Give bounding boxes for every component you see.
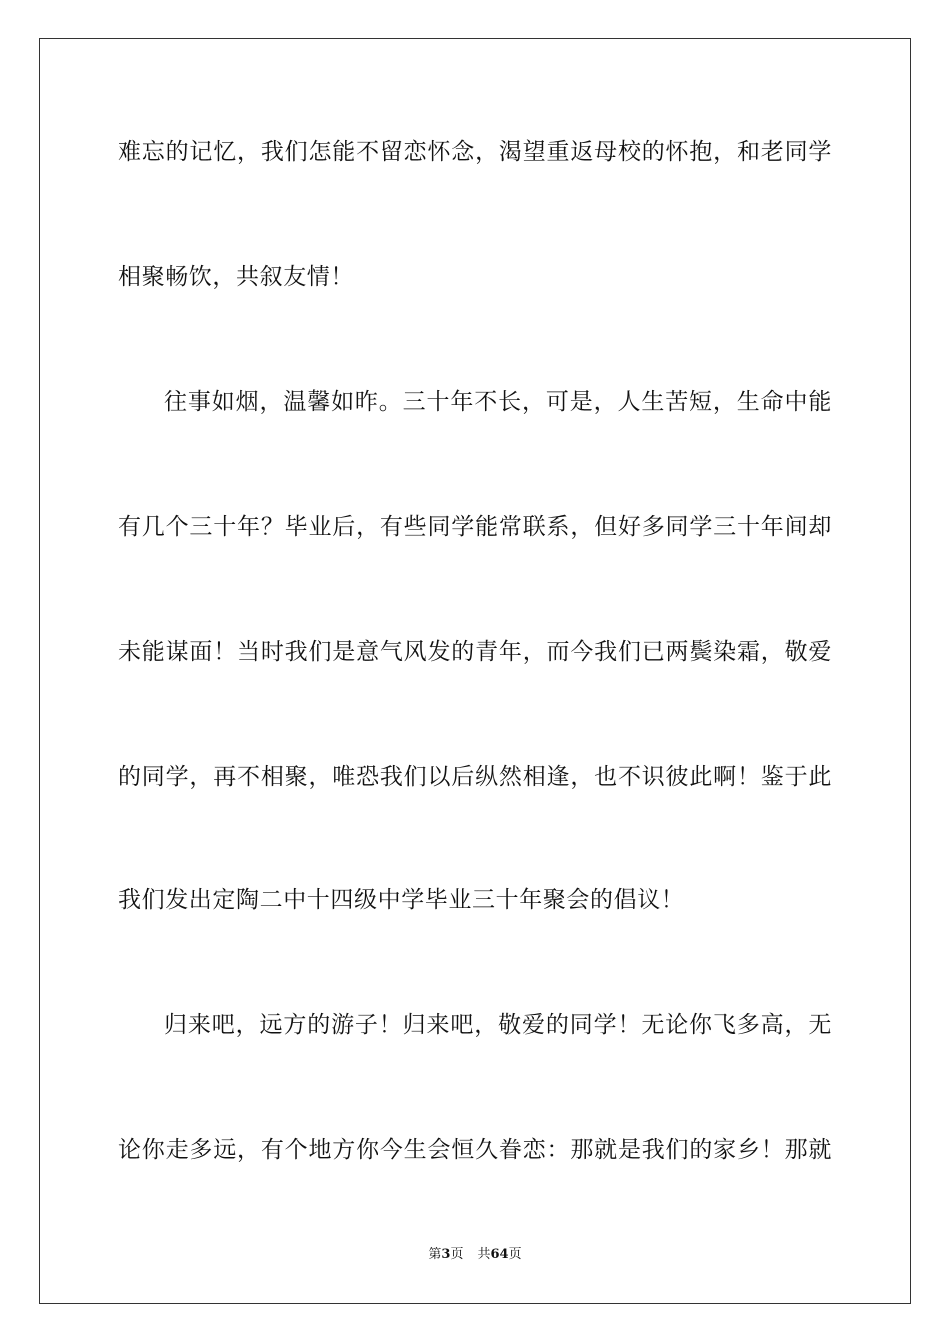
footer-page-suffix: 页 [450,1247,464,1262]
body-line-2: 相聚畅饮，共叙友情！ [118,264,354,290]
footer-page-prefix: 第 [428,1247,442,1262]
page-border [39,38,911,1304]
body-line-6: 的同学，再不相聚，唯恐我们以后纵然相逢，也不识彼此啊！鉴于此 [118,764,832,790]
footer-total-number: 64 [490,1247,509,1262]
body-line-4: 有几个三十年？毕业后，有些同学能常联系，但好多同学三十年间却 [118,514,832,540]
footer-total-prefix: 共 [477,1247,491,1262]
body-line-9: 论你走多远，有个地方你今生会恒久眷恋：那就是我们的家乡！那就 [118,1137,832,1163]
footer-page-number: 3 [441,1247,451,1262]
body-line-1: 难忘的记忆，我们怎能不留恋怀念，渴望重返母校的怀抱，和老同学 [118,139,832,165]
body-line-3: 往事如烟，温馨如昨。三十年不长，可是，人生苦短，生命中能 [164,389,832,415]
body-line-7: 我们发出定陶二中十四级中学毕业三十年聚会的倡议！ [118,887,685,913]
body-line-5: 未能谋面！当时我们是意气风发的青年，而今我们已两鬓染霜，敬爱 [118,639,832,665]
body-line-8: 归来吧，远方的游子！归来吧，敬爱的同学！无论你飞多高，无 [164,1012,832,1038]
page-footer [0,1246,950,1264]
footer-total-suffix: 页 [508,1247,522,1262]
